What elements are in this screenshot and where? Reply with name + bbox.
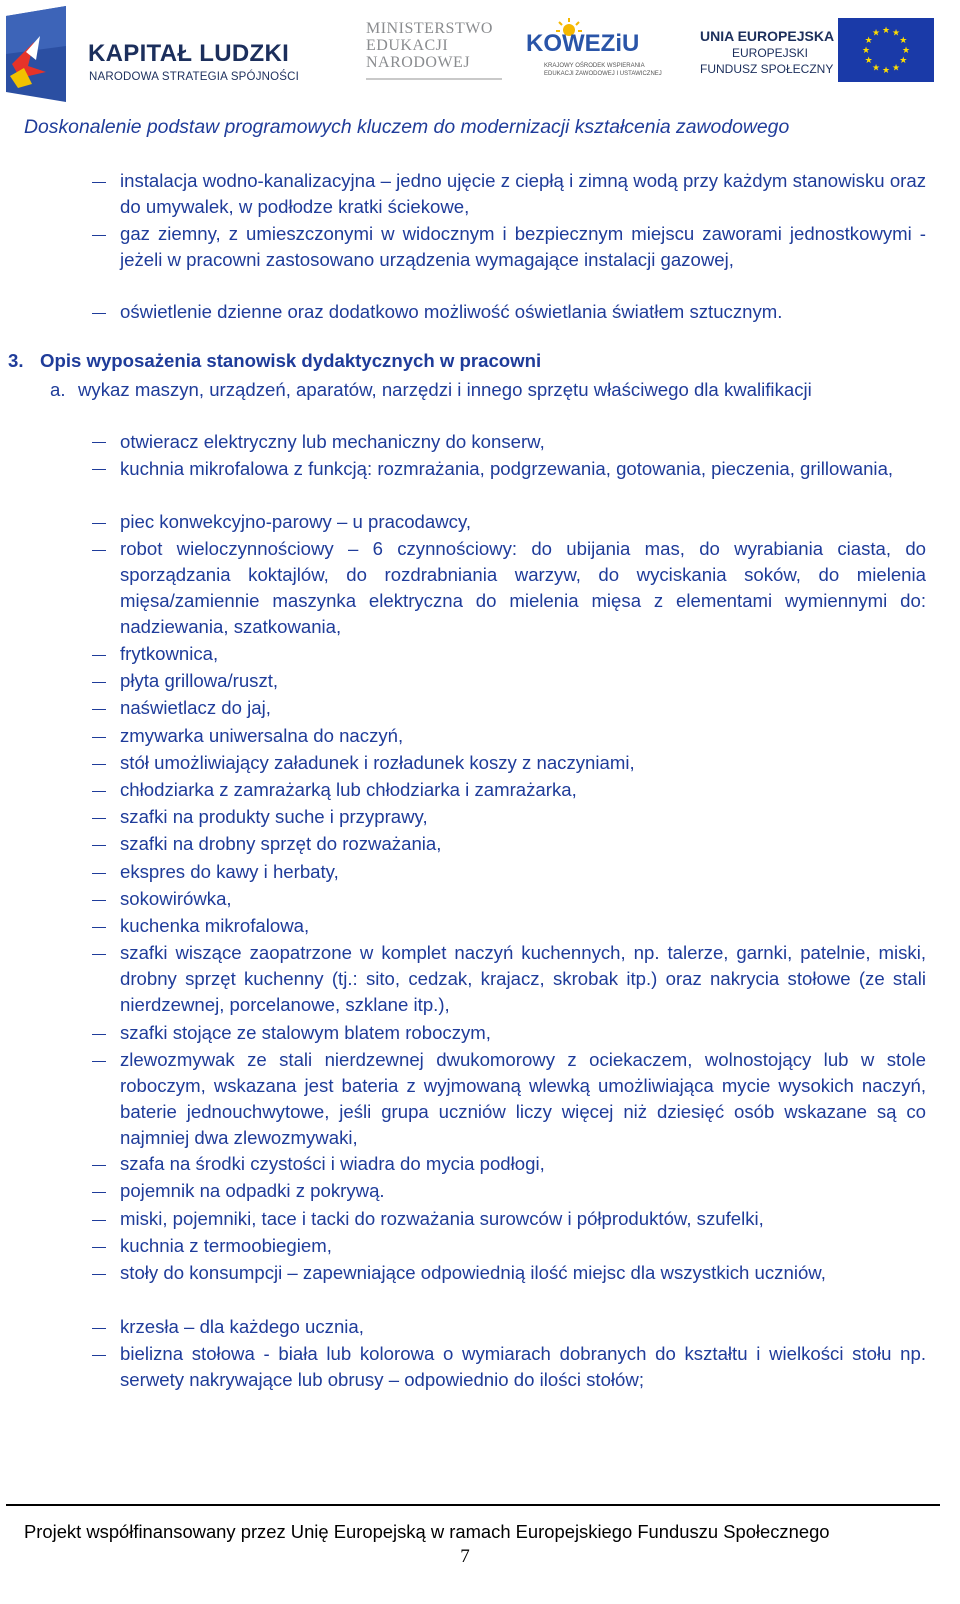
dash-bullet [92, 1355, 106, 1356]
dash-bullet [92, 737, 106, 738]
eu-star-icon: ★ [881, 25, 891, 35]
dash-bullet [92, 550, 106, 551]
list-item: robot wieloczynnościowy – 6 czynnościowy: do ubijania mas, do wyrabiania ciasta, do sporządzania koktajlów, do rozdrabniania warzyw, do wyciskania soków, do mielenia mięsa/zamiennie maszynka elektryczna do mielenia mięsa z elementami wymiennymi do: nadziewania, szatkowania, [120, 538, 926, 637]
dash-bullet [92, 1192, 106, 1193]
list-item: bielizna stołowa - biała lub kolorowa o wymiarach dobranych do kształtu i wielkości stołu np. serwety nakrywające lub obrusy – odpowiednio do ilości stołów; [120, 1343, 926, 1390]
list-item: sokowirówka, [120, 888, 232, 909]
list-item: frytkownica, [120, 643, 219, 664]
eu-star-icon: ★ [871, 62, 881, 73]
eu-star-icon: ★ [861, 45, 871, 55]
list-item: stoły do konsumpcji – zapewniające odpowiednią ilość miejsc dla wszystkich uczniów, [120, 1262, 826, 1283]
dash-bullet [92, 235, 106, 236]
kapital-ludzki-emblem-icon [6, 6, 66, 102]
dash-bullet [92, 442, 106, 443]
page-number: 7 [460, 1546, 470, 1567]
list-item: gaz ziemny, z umieszczonymi w widocznym i bezpiecznym miejscu zaworami jednostkowymi - jeżeli w pracowni zastosowano urządzenia wymagające instalacji gazowej, [120, 223, 926, 270]
dash-bullet [92, 873, 106, 874]
koweziu-subtitle-1: KRAJOWY OŚRODEK WSPIERANIA [544, 63, 645, 69]
logo-unia-europejska [700, 18, 950, 88]
section-number: 3. [8, 350, 24, 371]
footer-text: Projekt współfinansowany przez Unię Europejską w ramach Europejskiego Funduszu Społecznego [24, 1521, 830, 1542]
subsection-a [50, 377, 926, 403]
eu-star-icon: ★ [864, 35, 873, 45]
dash-bullet [92, 1061, 106, 1062]
ue-line-1: UNIA EUROPEJSKA [700, 28, 835, 44]
dash-bullet [92, 1274, 106, 1275]
list-item: pojemnik na odpadki z pokrywą. [120, 1180, 385, 1201]
eu-star-icon: ★ [891, 62, 901, 73]
koweziu-title: KOWEZiU [526, 30, 640, 57]
section-heading [8, 350, 541, 372]
dash-bullet [92, 182, 106, 183]
ministerstwo-line-1: MINISTERSTWO [366, 20, 493, 37]
dash-bullet [92, 1034, 106, 1035]
list-item: piec konwekcyjno-parowy – u pracodawcy, [120, 511, 472, 532]
list-item: szafki na produkty suche i przyprawy, [120, 806, 428, 827]
list-item: szafa na środki czystości i wiadra do mycia podłogi, [120, 1153, 545, 1174]
list-item: chłodziarka z zamrażarką lub chłodziarka i zamrażarka, [120, 779, 577, 800]
dash-bullet [92, 469, 106, 470]
list-item: kuchnia z termoobiegiem, [120, 1235, 332, 1256]
list-item: stół umożliwiający załadunek i rozładunek koszy z naczyniami, [120, 752, 635, 773]
eu-star-icon: ★ [864, 55, 873, 65]
dash-bullet [92, 709, 106, 710]
eu-star-icon: ★ [901, 45, 911, 55]
dash-bullet [92, 818, 106, 819]
ministerstwo-rule [366, 78, 502, 80]
list-item: oświetlenie dzienne oraz dodatkowo możliwość oświetlania światłem sztucznym. [120, 301, 783, 322]
list-item: szafki stojące ze stalowym blatem roboczym, [120, 1022, 491, 1043]
eu-star-icon: ★ [899, 35, 908, 45]
ue-line-3: FUNDUSZ SPOŁECZNY [700, 62, 834, 76]
list-item: ekspres do kawy i herbaty, [120, 861, 339, 882]
dash-bullet [92, 927, 106, 928]
list-item: szafki wiszące zaopatrzone w komplet naczyń kuchennych, np. talerze, garnki, patelnie, miski, drobny sprzęt kuchenny (tj.: sito, cedzak, krajacz, skrobak itp.) oraz nakrycia stołowe (ze stali nierdzewnej, porcelanowe, szklane itp.), [120, 942, 926, 1015]
dash-bullet [92, 900, 106, 901]
list-item: miski, pojemniki, tace i tacki do rozważania surowców i półproduktów, szufelki, [120, 1208, 764, 1229]
dash-bullet [92, 1220, 106, 1221]
eu-star-icon: ★ [899, 55, 908, 65]
dash-bullet [92, 1247, 106, 1248]
list-item: instalacja wodno-kanalizacyjna – jedno ujęcie z ciepłą i zimną wodą przy każdym stanowisku oraz do umywalek, w podłodze kratki ściekowe, [120, 170, 926, 217]
dash-bullet [92, 1165, 106, 1166]
kapital-ludzki-title: KAPITAŁ LUDZKI [88, 40, 290, 67]
subsection-letter: a. [50, 379, 66, 400]
list-item: zlewozmywak ze stali nierdzewnej dwukomorowy z ociekaczem, wolnostojący lub w stole roboczym, wskazana jest bateria z wyjmowaną wlewką umożliwiająca mycie wysokich naczyń, baterie jednouchwytowe, jeśli grupa uczniów liczy więcej niż dziesięć osób wskazane są co najmniej dwa zlewozmywaki, [120, 1049, 926, 1148]
list-item: płyta grillowa/ruszt, [120, 670, 279, 691]
list-item: szafki na drobny sprzęt do rozważania, [120, 833, 442, 854]
dash-bullet [92, 954, 106, 955]
dash-bullet [92, 655, 106, 656]
list-item: zmywarka uniwersalna do naczyń, [120, 725, 404, 746]
logo-koweziu [526, 18, 662, 82]
koweziu-subtitle-2: EDUKACJI ZAWODOWEJ I USTAWICZNEJ [544, 71, 662, 77]
logo-header [0, 0, 960, 110]
eu-star-icon: ★ [881, 65, 891, 75]
list-item: otwieracz elektryczny lub mechaniczny do konserw, [120, 431, 545, 452]
ministerstwo-line-2: EDUKACJI [366, 37, 449, 54]
footer-rule [6, 1504, 940, 1506]
dash-bullet [92, 682, 106, 683]
logo-ministerstwo [366, 20, 506, 80]
list-item: kuchnia mikrofalowa z funkcją: rozmrażania, podgrzewania, gotowania, pieczenia, grillowania, [120, 458, 894, 479]
dash-bullet [92, 1328, 106, 1329]
ministerstwo-line-3: NARODOWEJ [366, 54, 471, 71]
running-title: Doskonalenie podstaw programowych kluczem do modernizacji kształcenia zawodowego [24, 116, 790, 138]
dash-bullet [92, 791, 106, 792]
subsection-text: wykaz maszyn, urządzeń, aparatów, narzędzi i innego sprzętu właściwego dla kwalifikacji [78, 379, 812, 400]
ue-line-2: EUROPEJSKI [732, 46, 809, 60]
dash-bullet [92, 764, 106, 765]
list-item: kuchenka mikrofalowa, [120, 915, 310, 936]
dash-bullet [92, 523, 106, 524]
list-item: naświetlacz do jaj, [120, 697, 271, 718]
eu-star-icon: ★ [871, 27, 881, 38]
eu-flag-icon [838, 18, 934, 82]
list-item: krzesła – dla każdego ucznia, [120, 1316, 364, 1337]
kapital-ludzki-subtitle: NARODOWA STRATEGIA SPÓJNOŚCI [89, 71, 300, 83]
eu-star-icon: ★ [891, 27, 901, 38]
section-title: Opis wyposażenia stanowisk dydaktycznych w pracowni [40, 350, 542, 371]
logo-kapital-ludzki [6, 4, 306, 104]
dash-bullet [92, 313, 106, 314]
dash-bullet [92, 845, 106, 846]
